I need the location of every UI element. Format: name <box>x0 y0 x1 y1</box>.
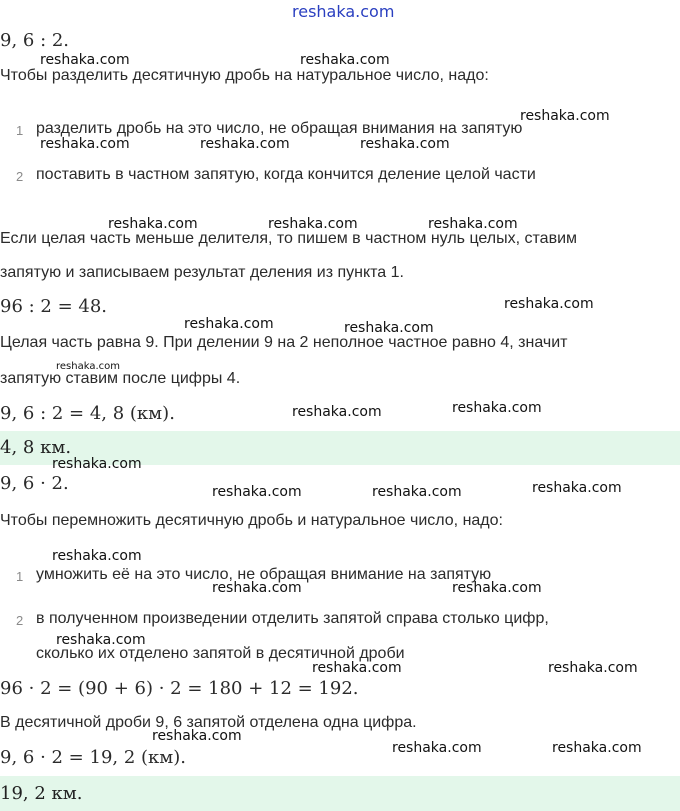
expression-2: 9, 6 · 2. <box>0 473 69 494</box>
list-item-continuation: сколько их отделено запятой в десятичной дроби <box>36 645 405 662</box>
watermark: reshaka.com <box>200 136 290 152</box>
watermark: reshaka.com <box>452 400 542 416</box>
watermark: reshaka.com <box>212 484 302 500</box>
rule-intro-1: Чтобы разделить десятичную дробь на натуральное число, надо: <box>0 67 489 84</box>
watermark: reshaka.com <box>532 480 622 496</box>
rule-intro-2: Чтобы перемножить десятичную дробь и натуральное число, надо: <box>0 512 503 529</box>
list-item: поставить в частном запятую, когда кончится деление целой части <box>36 166 536 183</box>
watermark: reshaka.com <box>552 740 642 756</box>
note-line: запятую и записываем результат деления из пункта 1. <box>0 264 404 281</box>
list-item: в полученном произведении отделить запятой справа столько цифр, <box>36 610 549 627</box>
list-item: разделить дробь на это число, не обращая внимания на запятую <box>36 120 523 137</box>
watermark: reshaka.com <box>292 404 382 420</box>
watermark: reshaka.com <box>292 2 395 21</box>
watermark: reshaka.com <box>360 136 450 152</box>
calculation: 96 : 2 = 48. <box>0 296 108 317</box>
result: 9, 6 : 2 = 4, 8 (км). <box>0 403 175 424</box>
list-number: 2 <box>16 169 24 184</box>
watermark: reshaka.com <box>108 216 198 232</box>
list-number: 2 <box>16 613 24 628</box>
calculation: 96 · 2 = (90 + 6) · 2 = 180 + 12 = 192. <box>0 678 359 699</box>
watermark: reshaka.com <box>312 660 402 676</box>
watermark: reshaka.com <box>428 216 518 232</box>
answer-box: 19, 2 км. <box>0 776 680 811</box>
expression-1: 9, 6 : 2. <box>0 30 70 51</box>
watermark: reshaka.com <box>184 316 274 332</box>
watermark: reshaka.com <box>344 320 434 336</box>
watermark: reshaka.com <box>40 136 130 152</box>
explanation-line: В десятичной дроби 9, 6 запятой отделена одна цифра. <box>0 714 417 731</box>
list-item: умножить её на это число, не обращая внимание на запятую <box>36 566 492 583</box>
answer-box: 4, 8 км. <box>0 431 680 465</box>
list-number: 1 <box>16 123 24 138</box>
watermark: reshaka.com <box>504 296 594 312</box>
note-line: Если целая часть меньше делителя, то пишем в частном нуль целых, ставим <box>0 230 578 247</box>
result: 9, 6 · 2 = 19, 2 (км). <box>0 747 187 768</box>
watermark: reshaka.com <box>300 52 390 68</box>
explanation-line: запятую ставим после цифры 4. <box>0 370 241 387</box>
watermark: reshaka.com <box>548 660 638 676</box>
watermark: reshaka.com <box>56 361 120 372</box>
watermark: reshaka.com <box>392 740 482 756</box>
watermark: reshaka.com <box>372 484 462 500</box>
watermark: reshaka.com <box>268 216 358 232</box>
watermark: reshaka.com <box>56 632 146 648</box>
watermark: reshaka.com <box>520 108 610 124</box>
watermark: reshaka.com <box>52 548 142 564</box>
watermark: reshaka.com <box>452 580 542 596</box>
watermark: reshaka.com <box>212 580 302 596</box>
explanation-line: Целая часть равна 9. При делении 9 на 2 неполное частное равно 4, значит <box>0 334 568 351</box>
watermark: reshaka.com <box>40 52 130 68</box>
watermark: reshaka.com <box>52 456 142 472</box>
list-number: 1 <box>16 569 24 584</box>
watermark: reshaka.com <box>152 728 242 744</box>
